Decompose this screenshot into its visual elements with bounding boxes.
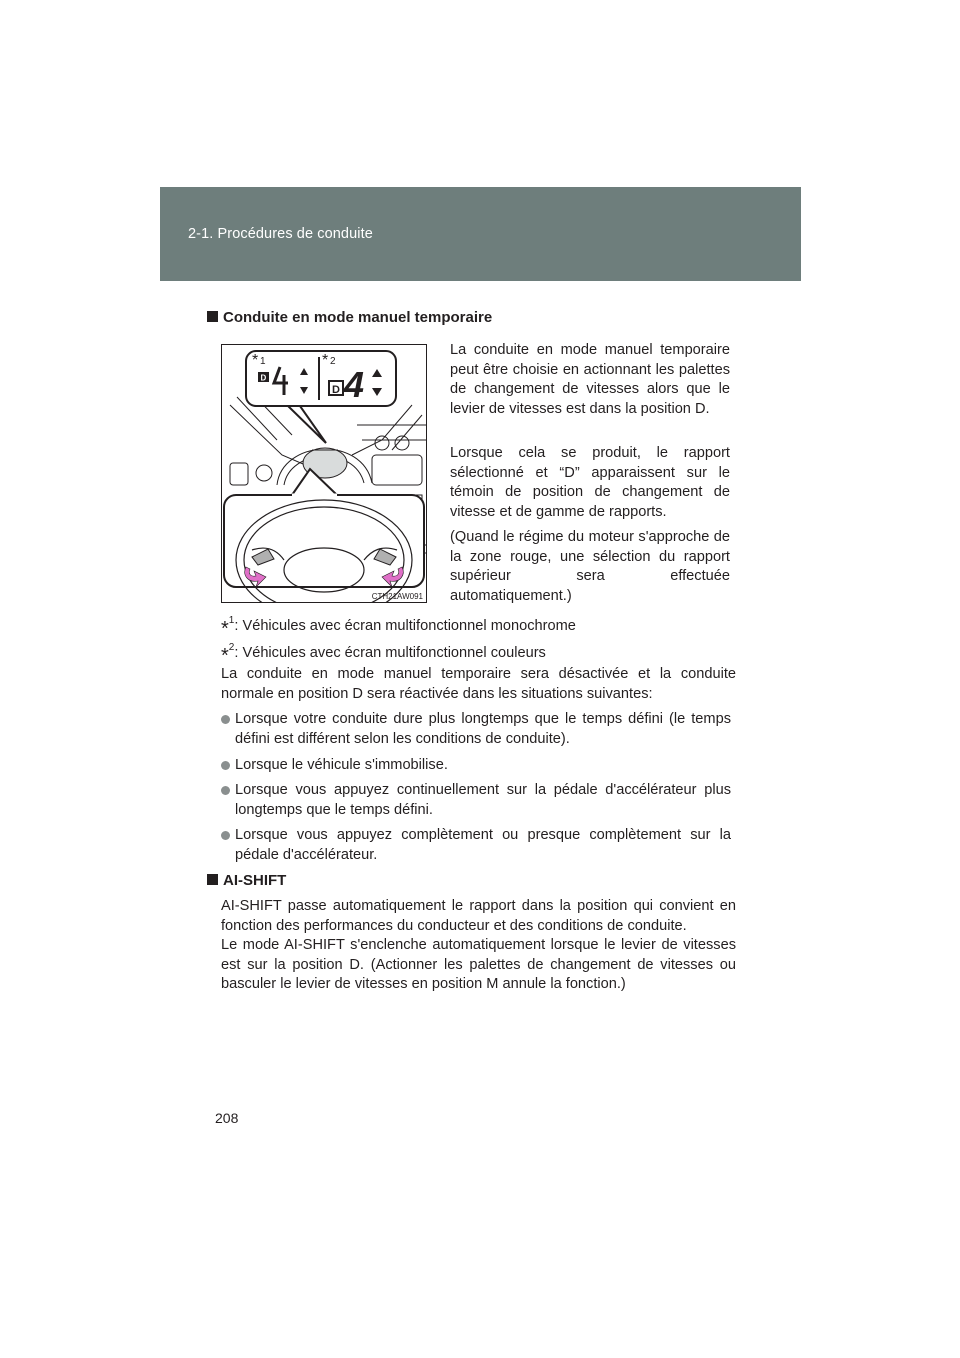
bullet-dot-icon (221, 715, 230, 724)
footnote-number: 1 (228, 615, 235, 626)
heading-text: AI-SHIFT (223, 872, 287, 889)
list-item-text: Lorsque votre conduite dure plus longtemps que le temps défini (le temps défini est différent selon les conditions de conduite). (235, 711, 731, 747)
svg-text:4: 4 (344, 364, 365, 405)
header-band (160, 187, 801, 281)
asterisk-icon: * (221, 645, 229, 667)
svg-text:D: D (332, 384, 340, 396)
svg-text:*: * (322, 352, 329, 369)
list-item-text: Lorsque vous appuyez complètement ou presque complètement sur la pédale d'accélérateur. (235, 827, 731, 863)
svg-text:D: D (260, 373, 267, 383)
label-star-1: 1 (260, 356, 266, 367)
square-bullet-icon (207, 874, 218, 885)
footnote-1 (221, 611, 736, 640)
figure-code: CTH21AW091 (371, 592, 423, 601)
footnote-text: : Véhicules avec écran multifonctionnel monochrome (234, 618, 576, 634)
bullet-dot-icon (221, 786, 230, 795)
section-title: 2-1. Procédures de conduite (188, 226, 373, 242)
section-heading-manual-mode (207, 309, 492, 326)
intro-paragraph: La conduite en mode manuel temporaire sera désactivée et la conduite normale en position D sera réactivée dans les situations suivantes: (221, 666, 736, 702)
ai-shift-text-2: Le mode AI-SHIFT s'enclenche automatiquement lorsque le levier de vitesses est sur la position D. (Actionner les palettes de changement de vitesses ou basculer le levier de vitesses en position M annule la fonction.) (221, 937, 736, 992)
bullet-dot-icon (221, 831, 230, 840)
ai-shift-text-1: AI-SHIFT passe automatiquement le rapport dans la position qui convient en fonction des performances du conducteur et des conditions de conduite. (221, 898, 736, 934)
list-item (221, 756, 731, 776)
section-heading-ai-shift (207, 872, 286, 889)
steering-wheel-drawing (222, 345, 427, 603)
list-item-text: Lorsque le véhicule s'immobilise. (235, 757, 448, 773)
list-item (221, 710, 731, 749)
square-bullet-icon (207, 311, 218, 322)
heading-text: Conduite en mode manuel temporaire (223, 309, 493, 326)
label-star-2: 2 (330, 356, 336, 367)
list-item (221, 826, 731, 865)
ai-shift-paragraph (221, 897, 736, 995)
bullet-dot-icon (221, 761, 230, 770)
list-item-text: Lorsque vous appuyez continuellement sur la pédale d'accélérateur plus longtemps que le temps défini. (235, 782, 731, 818)
paddle-shift-illustration (221, 344, 427, 603)
asterisk-icon: * (221, 618, 229, 640)
list-item (221, 781, 731, 820)
paragraph-1: La conduite en mode manuel temporaire peut être choisie en actionnant les palettes de changement de vitesses alors que le levier de vitesses est dans la position D. (450, 342, 730, 417)
footnote-number: 2 (228, 642, 235, 653)
paragraph-2: Lorsque cela se produit, le rapport sélectionné et “D” apparaissent sur le témoin de position de changement de vitesse et de gamme de rapports. (450, 445, 730, 520)
svg-text:*: * (252, 352, 259, 369)
footnote-text: : Véhicules avec écran multifonctionnel couleurs (234, 645, 546, 661)
page-number: 208 (215, 1110, 239, 1126)
paragraph-3: (Quand le régime du moteur s'approche de la zone rouge, une sélection du rapport supérieur sera effectuée automatiquement.) (450, 529, 730, 604)
footnote-2 (221, 638, 736, 667)
